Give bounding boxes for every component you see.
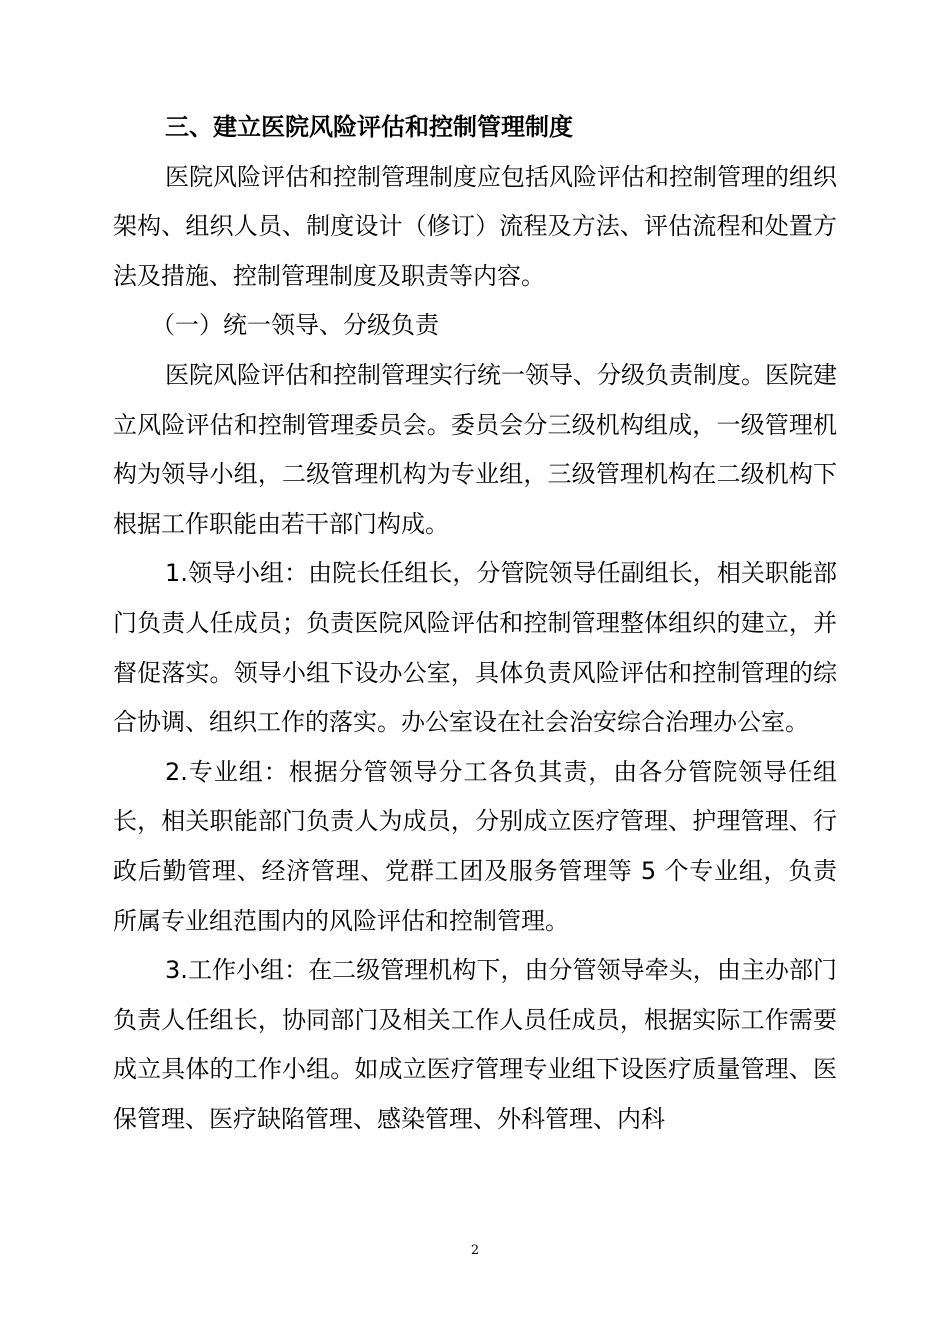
section-heading: 三、建立医院风险评估和控制管理制度 (165, 113, 573, 141)
item-leadership-group: 1.领导小组：由院长任组长，分管院领导任副组长，相关职能部门负责人任成员；负责医院风险评估和控制管理整体组织的建立，并督促落实。领导小组下设办公室，具体负责风险评估和控制管理的综合协调、组织工作的落实。办公室设在社会治安综合治理办公室。 (113, 559, 837, 737)
structure-paragraph: 医院风险评估和控制管理实行统一领导、分级负责制度。医院建立风险评估和控制管理委员会。委员会分三级机构组成，一级管理机构为领导小组，二级管理机构为专业组，三级管理机构在二级机构下根据工作职能由若干部门构成。 (113, 360, 837, 538)
document-body (113, 103, 837, 1144)
page-number: 2 (470, 1243, 480, 1258)
item-professional-group: 2.专业组：根据分管领导分工各负其责，由各分管院领导任组长，相关职能部门负责人为成员，分别成立医疗管理、护理管理、行政后勤管理、经济管理、党群工团及服务管理等 5 个专业组，负责所属专业组范围内的风险评估和控制管理。 (113, 757, 837, 935)
intro-paragraph: 医院风险评估和控制管理制度应包括风险评估和控制管理的组织架构、组织人员、制度设计（修订）流程及方法、评估流程和处置方法及措施、控制管理制度及职责等内容。 (113, 162, 837, 290)
item-working-group: 3.工作小组：在二级管理机构下，由分管领导牵头，由主办部门负责人任组长，协同部门及相关工作人员任成员，根据实际工作需要成立具体的工作小组。如成立医疗管理专业组下设医疗质量管理、医保管理、医疗缺陷管理、感染管理、外科管理、内科 (113, 956, 837, 1133)
subsection-heading: （一）统一领导、分级负责 (151, 311, 439, 340)
